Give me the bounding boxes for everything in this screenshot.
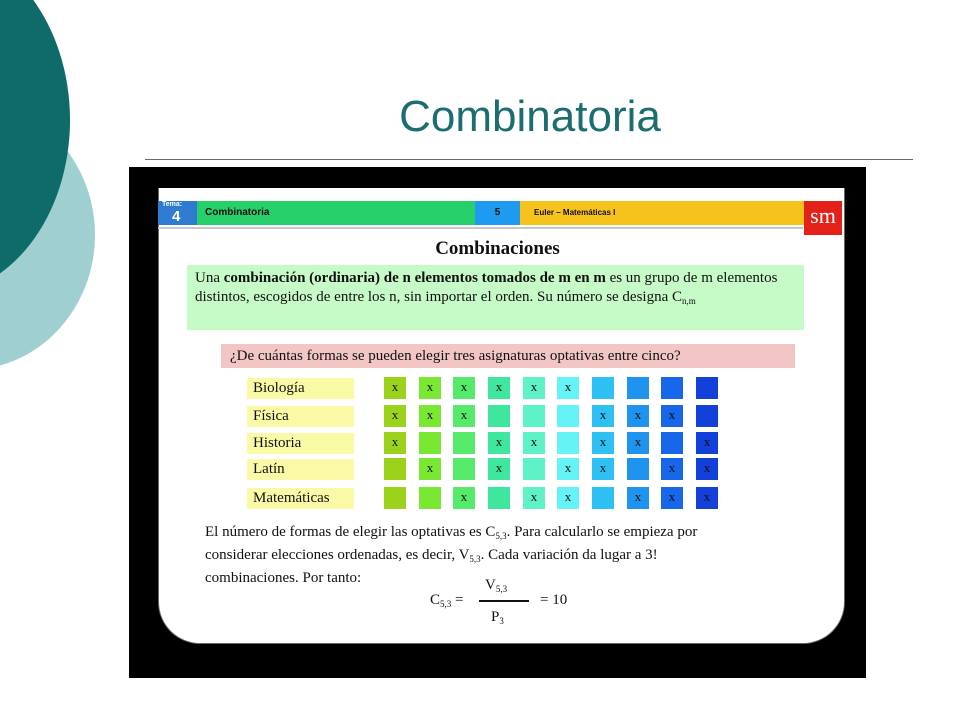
grid-cell: x [453,377,475,399]
explanation-text [205,523,825,588]
grid-cell: x [453,487,475,509]
formula-symbol: P [491,609,500,625]
formula-numerator [485,577,507,594]
explanation-line [205,523,825,546]
definition-subscript: n,m [682,296,696,306]
grid-cell [627,458,649,480]
definition-bold: combinación (ordinaria) de n elementos tomados de m en m [223,270,606,286]
grid-cell: x [523,377,545,399]
tema-number: 4 [172,208,181,225]
grid-cell: x [661,405,683,427]
explanation-text-a: considerar elecciones ordenadas, es decir, V [205,547,470,563]
question-box: ¿De cuántas formas se pueden elegir tres asignaturas optativas entre cinco? [221,344,795,368]
grid-cell: x [557,458,579,480]
grid-cell: x [523,432,545,454]
formula-result: = 10 [540,592,568,608]
grid-cell: x [419,377,441,399]
grid-cell [661,432,683,454]
explanation-subscript: 5,3 [495,531,507,541]
explanation-text-a: El número de formas de elegir las optativas es C [205,524,496,540]
slide-title: Combinatoria [399,92,661,141]
grid-cell: x [592,432,614,454]
grid-cell [384,487,406,509]
grid-cell: x [661,458,683,480]
grid-cell: x [488,377,510,399]
grid-cell: x [592,458,614,480]
grid-cell [488,405,510,427]
tema-badge [158,201,197,225]
sheet-title: Combinaciones [435,238,560,259]
subject-label: Latín [247,459,354,480]
grid-cell: x [696,487,718,509]
subject-label: Matemáticas [247,488,354,509]
header-book: Euler – Matemáticas I [520,201,804,225]
grid-cell: x [419,405,441,427]
formula-denominator [491,609,504,626]
grid-cell: x [661,487,683,509]
publisher-logo: sm [804,201,842,235]
grid-cell: x [523,487,545,509]
grid-cell [696,377,718,399]
subject-label: Física [247,406,354,427]
grid-cell: x [419,458,441,480]
grid-cell [523,405,545,427]
formula-subscript: 5,3 [440,599,452,609]
explanation-text-b: . Cada variación da lugar a 3! [480,547,658,563]
grid-cell [384,458,406,480]
grid-cell: x [627,405,649,427]
definition-part2: es un grupo de m elementos distintos, escogidos de entre los n, sin importar el orden. Su número se designa C [195,270,778,305]
formula-equals: = [451,592,464,608]
grid-cell: x [557,487,579,509]
subject-label: Biología [247,378,354,399]
header-divider [158,227,803,229]
grid-cell [557,432,579,454]
grid-cell [523,458,545,480]
grid-cell: x [696,432,718,454]
grid-cell [592,487,614,509]
grid-cell [453,458,475,480]
grid-cell: x [627,487,649,509]
explanation-line [205,546,825,569]
definition-part1: Una [195,270,224,286]
explanation-subscript: 5,3 [469,554,481,564]
grid-cell: x [488,458,510,480]
grid-cell: x [384,377,406,399]
header-unit: 5 [475,201,520,225]
grid-cell: x [488,432,510,454]
grid-cell: x [453,405,475,427]
grid-cell: x [557,377,579,399]
explanation-text-b: . Para calcularlo se empieza por [506,524,698,540]
grid-cell: x [696,458,718,480]
tema-label: Tema: [162,201,183,208]
grid-cell: x [384,432,406,454]
grid-cell [592,377,614,399]
grid-cell [453,432,475,454]
formula-subscript: 5,3 [495,584,508,594]
grid-cell: x [384,405,406,427]
formula-subscript: 3 [499,616,504,626]
grid-cell [557,405,579,427]
grid-cell [419,487,441,509]
formula-symbol: V [485,577,496,593]
formula-lhs [430,592,463,609]
subject-label: Historia [247,433,354,454]
formula-symbol: C [430,592,441,608]
grid-cell [627,377,649,399]
explanation-line: combinaciones. Por tanto: [205,570,362,586]
grid-cell: x [592,405,614,427]
grid-cell [661,377,683,399]
grid-cell [419,432,441,454]
grid-cell: x [627,432,649,454]
title-divider [145,159,913,160]
fraction-bar [479,600,529,602]
grid-cell [696,405,718,427]
header-section: Combinatoria [197,201,475,225]
grid-cell [488,487,510,509]
definition-box [187,265,804,330]
